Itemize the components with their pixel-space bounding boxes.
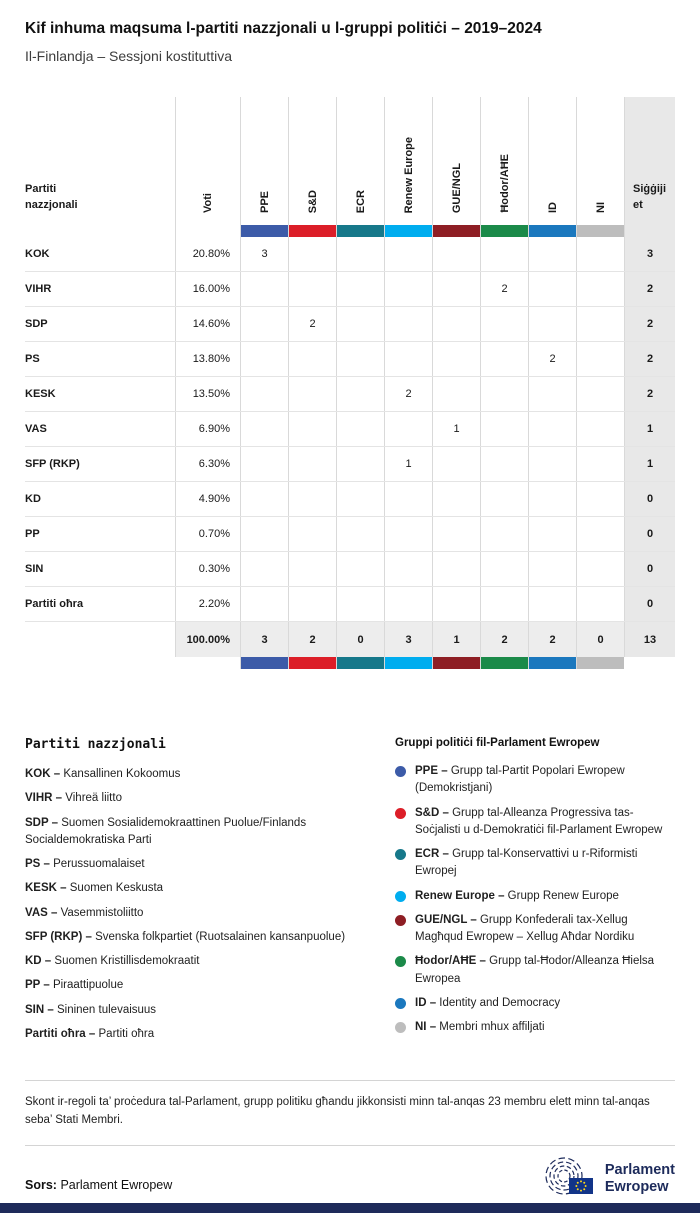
group-legend-abbr: GUE/NGL – xyxy=(415,913,477,926)
table-row xyxy=(25,237,675,272)
group-seats-value xyxy=(528,237,576,271)
group-seats-value xyxy=(576,412,624,446)
group-seats-value: 1 xyxy=(384,447,432,481)
group-legend-item xyxy=(395,912,675,947)
source-line xyxy=(25,1178,172,1202)
group-legend-item xyxy=(395,1019,675,1036)
group-seats-value xyxy=(432,377,480,411)
votes-value: 6.90% xyxy=(175,412,240,446)
group-seats-value xyxy=(480,377,528,411)
group-color-bar xyxy=(384,225,432,237)
group-seats-value xyxy=(432,307,480,341)
party-legend-abbr: KOK – xyxy=(25,768,61,780)
group-seats-value xyxy=(432,517,480,551)
group-color-dot-icon xyxy=(395,808,406,819)
row-total-seats: 2 xyxy=(624,377,675,411)
group-seats-value xyxy=(288,587,336,621)
group-color-bar xyxy=(336,225,384,237)
group-legend-desc: Identity and Democracy xyxy=(439,996,561,1009)
group-seats-value xyxy=(384,587,432,621)
group-seats-value xyxy=(384,342,432,376)
group-seats-value xyxy=(384,517,432,551)
group-col-header-label: ID xyxy=(546,202,559,213)
group-seats-value: 2 xyxy=(288,307,336,341)
group-seats-value xyxy=(576,552,624,586)
party-legend-abbr: SDP – xyxy=(25,816,59,829)
party-legend-abbr: KESK – xyxy=(25,882,67,895)
votes-value: 14.60% xyxy=(175,307,240,341)
group-seats-value xyxy=(528,377,576,411)
group-col-header xyxy=(288,97,336,225)
group-color-dot-icon xyxy=(395,915,406,926)
party-legend-name: Suomen Sosialidemokraattinen Puolue/Finlands Socialdemokratiska Parti xyxy=(25,816,307,846)
group-legend-desc: Grupp Konfederali tax-Xellug Magħqud Ewropew – Xellug Aħdar Nordiku xyxy=(415,913,635,943)
group-seats-value xyxy=(336,517,384,551)
row-total-seats: 0 xyxy=(624,587,675,621)
group-seats-value xyxy=(480,552,528,586)
group-color-bar xyxy=(480,657,528,669)
group-seats-value xyxy=(240,517,288,551)
seats-col-header xyxy=(624,97,675,225)
table-row xyxy=(25,342,675,377)
group-seats-value xyxy=(480,237,528,271)
group-seats-value xyxy=(240,447,288,481)
total-row-spacer xyxy=(25,622,175,657)
group-seats-value xyxy=(480,482,528,516)
table-row xyxy=(25,587,675,622)
group-color-bar xyxy=(240,225,288,237)
group-col-header xyxy=(240,97,288,225)
party-legend-name: Sininen tulevaisuus xyxy=(56,1003,157,1016)
group-legend-text xyxy=(415,912,675,947)
bar-row-spacer xyxy=(25,225,175,237)
party-legend-item xyxy=(25,790,383,807)
group-legend-abbr: S&D – xyxy=(415,806,449,819)
group-seats-value xyxy=(240,342,288,376)
page-title: Kif inhuma maqsuma l-partiti nazzjonali u l-gruppi politiċi – 2019–2024 xyxy=(25,20,542,37)
group-color-dot-icon xyxy=(395,849,406,860)
bar-row-spacer xyxy=(624,657,675,669)
row-total-seats: 2 xyxy=(624,307,675,341)
ep-logo-mark xyxy=(543,1156,597,1202)
party-name: SIN xyxy=(25,563,44,575)
group-seats-value xyxy=(240,412,288,446)
group-seats-value xyxy=(336,272,384,306)
group-legend-text xyxy=(415,953,675,988)
party-legend-name: Svenska folkpartiet (Ruotsalainen kansanpuolue) xyxy=(95,930,346,943)
group-seats-value xyxy=(384,552,432,586)
results-table xyxy=(25,97,675,669)
row-total-seats: 0 xyxy=(624,552,675,586)
procedure-note: Skont ir-regoli ta’ proċedura tal-Parlament, grupp politiku għandu jikkonsisti minn tal-anqas 23 membru elett minn tal-anqas seba’ Stati Membri. xyxy=(25,1080,675,1146)
group-seats-value xyxy=(288,482,336,516)
group-seats-value xyxy=(288,237,336,271)
group-seats-value xyxy=(240,377,288,411)
group-seats-value xyxy=(240,552,288,586)
party-name: SDP xyxy=(25,318,48,330)
table-row xyxy=(25,272,675,307)
group-seats-value xyxy=(336,447,384,481)
total-group-seats: 2 xyxy=(528,622,576,657)
table-row xyxy=(25,482,675,517)
group-color-dot-icon xyxy=(395,766,406,777)
group-seats-value xyxy=(576,342,624,376)
total-group-seats: 1 xyxy=(432,622,480,657)
group-col-header xyxy=(432,97,480,225)
group-legend-text xyxy=(415,1019,545,1036)
group-seats-value xyxy=(288,412,336,446)
group-seats-value xyxy=(432,272,480,306)
table-row xyxy=(25,552,675,587)
total-group-seats: 2 xyxy=(480,622,528,657)
group-col-header-label: S&D xyxy=(306,189,319,213)
group-seats-value xyxy=(336,412,384,446)
row-total-seats: 1 xyxy=(624,447,675,481)
group-col-header-label: ECR xyxy=(354,189,367,213)
votes-value: 2.20% xyxy=(175,587,240,621)
group-col-header-label: GUE/NGL xyxy=(450,162,463,213)
group-color-bar xyxy=(336,657,384,669)
party-legend-name: Piraattipuolue xyxy=(52,979,124,992)
group-seats-value xyxy=(528,272,576,306)
row-total-seats: 2 xyxy=(624,342,675,376)
party-legend-item xyxy=(25,1026,383,1043)
group-col-header-label: Ħodor/AĦE xyxy=(498,154,511,213)
group-seats-value xyxy=(240,272,288,306)
group-seats-value xyxy=(480,517,528,551)
table-row xyxy=(25,517,675,552)
group-col-header-label: Renew Europe xyxy=(402,136,415,213)
party-legend-abbr: SIN – xyxy=(25,1003,54,1016)
group-seats-value xyxy=(384,307,432,341)
table-row xyxy=(25,447,675,482)
party-legend-item xyxy=(25,815,383,850)
group-color-bar xyxy=(240,657,288,669)
ep-logo-line2: Ewropew xyxy=(604,1178,669,1195)
group-seats-value xyxy=(288,272,336,306)
table-total-row xyxy=(25,622,675,657)
group-legend-desc: Membri mhux affiljati xyxy=(439,1021,545,1033)
party-name: VIHR xyxy=(25,283,52,295)
row-total-seats: 3 xyxy=(624,237,675,271)
votes-value: 16.00% xyxy=(175,272,240,306)
group-seats-value xyxy=(384,272,432,306)
group-seats-value xyxy=(576,307,624,341)
group-color-bar xyxy=(288,657,336,669)
group-seats-value xyxy=(288,447,336,481)
party-legend-item xyxy=(25,766,383,783)
party-name: SFP (RKP) xyxy=(25,458,80,470)
legend-section xyxy=(25,737,675,1050)
group-legend-abbr: Ħodor/AĦE – xyxy=(415,955,486,968)
group-seats-value xyxy=(288,342,336,376)
group-legend-text xyxy=(415,888,619,905)
group-seats-value: 2 xyxy=(384,377,432,411)
group-color-bar xyxy=(384,657,432,669)
party-legend-item xyxy=(25,856,383,873)
party-legend-abbr: VAS – xyxy=(25,906,58,919)
row-total-seats: 1 xyxy=(624,412,675,446)
group-legend-desc: Grupp tal-Alleanza Progressiva tas-Soċjalisti u d-Demokratiċi fil-Parlament Ewropew xyxy=(415,806,663,836)
group-legend-desc: Grupp Renew Europe xyxy=(507,889,619,902)
party-col-header-label: Partiti nazzjonali xyxy=(25,183,78,211)
total-group-seats: 0 xyxy=(576,622,624,657)
ep-logo-text xyxy=(605,1162,675,1195)
group-seats-value xyxy=(528,482,576,516)
party-name: KESK xyxy=(25,388,56,400)
group-seats-value xyxy=(432,552,480,586)
group-seats-value xyxy=(432,482,480,516)
votes-value: 0.30% xyxy=(175,552,240,586)
group-color-dot-icon xyxy=(395,891,406,902)
party-legend-name: Suomen Keskusta xyxy=(69,882,164,895)
bottom-brand-bar xyxy=(0,1203,700,1213)
group-col-header xyxy=(528,97,576,225)
party-name: PS xyxy=(25,353,40,365)
table-row xyxy=(25,377,675,412)
group-legend-text xyxy=(415,995,560,1012)
group-color-bar xyxy=(432,657,480,669)
group-seats-value xyxy=(288,517,336,551)
group-legend-list xyxy=(395,763,675,1036)
group-col-header xyxy=(576,97,624,225)
party-legend-item xyxy=(25,929,383,946)
group-legend-abbr: Renew Europe – xyxy=(415,889,505,902)
group-seats-value xyxy=(432,237,480,271)
group-seats-value xyxy=(480,587,528,621)
party-legend-abbr: VIHR – xyxy=(25,792,63,805)
group-color-bar xyxy=(480,225,528,237)
group-col-header xyxy=(336,97,384,225)
group-seats-value xyxy=(576,482,624,516)
party-legend-item xyxy=(25,977,383,994)
bar-row-spacer xyxy=(25,657,175,669)
votes-col-header-label: Voti xyxy=(202,193,214,213)
row-total-seats: 0 xyxy=(624,482,675,516)
group-legend-desc: Grupp tal-Konservattivi u r-Riformisti Ewropej xyxy=(415,848,638,878)
group-seats-value xyxy=(576,447,624,481)
table-header-row xyxy=(25,97,675,225)
party-legend-name: Vihreä liitto xyxy=(65,792,122,805)
group-seats-value: 2 xyxy=(528,342,576,376)
group-legend xyxy=(395,737,675,1050)
votes-value: 13.50% xyxy=(175,377,240,411)
group-legend-item xyxy=(395,805,675,840)
group-seats-value xyxy=(336,307,384,341)
party-legend-name: Partiti oħra xyxy=(98,1027,155,1040)
party-name: KOK xyxy=(25,248,50,260)
party-legend-abbr: KD – xyxy=(25,955,52,967)
group-legend-text xyxy=(415,763,675,798)
party-legend-abbr: PS – xyxy=(25,858,50,870)
total-group-seats: 2 xyxy=(288,622,336,657)
footer-row xyxy=(25,1156,675,1202)
party-name: VAS xyxy=(25,423,47,435)
row-total-seats: 0 xyxy=(624,517,675,551)
group-color-dot-icon xyxy=(395,998,406,1009)
total-votes-value: 100.00% xyxy=(175,622,240,657)
ep-logo-line1: Parlament xyxy=(604,1161,675,1178)
seats-col-header-label: Siġġijiet xyxy=(633,183,666,211)
group-legend-abbr: ID – xyxy=(415,996,437,1009)
group-seats-value xyxy=(480,447,528,481)
group-seats-value xyxy=(480,307,528,341)
table-row xyxy=(25,412,675,447)
total-group-seats: 3 xyxy=(240,622,288,657)
votes-value: 0.70% xyxy=(175,517,240,551)
ep-logo xyxy=(543,1156,675,1202)
group-legend-item xyxy=(395,953,675,988)
votes-value: 13.80% xyxy=(175,342,240,376)
bar-row-spacer xyxy=(175,225,240,237)
group-seats-value xyxy=(240,587,288,621)
group-color-bar xyxy=(528,657,576,669)
party-legend-abbr: SFP (RKP) – xyxy=(25,930,92,943)
group-color-bar xyxy=(528,225,576,237)
group-seats-value xyxy=(480,342,528,376)
table-row xyxy=(25,307,675,342)
total-group-seats: 0 xyxy=(336,622,384,657)
group-legend-abbr: NI – xyxy=(415,1021,437,1033)
group-color-dot-icon xyxy=(395,956,406,967)
group-legend-desc: Grupp tal-Ħodor/Alleanza Ħielsa Ewropea xyxy=(415,955,655,985)
party-legend-name: Perussuomalaiset xyxy=(53,858,145,870)
group-seats-value xyxy=(288,377,336,411)
group-seats-value xyxy=(336,587,384,621)
group-legend-abbr: ECR – xyxy=(415,848,449,860)
group-col-header xyxy=(480,97,528,225)
group-seats-value xyxy=(528,412,576,446)
group-seats-value: 1 xyxy=(432,412,480,446)
table-body xyxy=(25,237,675,657)
party-legend-name: Kansallinen Kokoomus xyxy=(63,768,181,780)
group-seats-value xyxy=(432,587,480,621)
group-seats-value xyxy=(528,552,576,586)
group-seats-value xyxy=(384,482,432,516)
group-legend-text xyxy=(415,805,675,840)
group-seats-value xyxy=(528,447,576,481)
party-name: KD xyxy=(25,493,41,505)
group-seats-value xyxy=(528,517,576,551)
group-seats-value xyxy=(432,447,480,481)
group-seats-value xyxy=(240,307,288,341)
group-legend-item xyxy=(395,846,675,881)
party-legend-abbr: Partiti oħra – xyxy=(25,1027,96,1040)
row-total-seats: 2 xyxy=(624,272,675,306)
total-group-seats: 3 xyxy=(384,622,432,657)
group-legend-desc: Grupp tal-Partit Popolari Ewropew (Demokristjani) xyxy=(415,765,625,795)
group-legend-item xyxy=(395,995,675,1012)
group-seats-value xyxy=(384,237,432,271)
group-color-bar xyxy=(576,225,624,237)
bar-row-spacer xyxy=(175,657,240,669)
group-col-header xyxy=(384,97,432,225)
group-seats-value xyxy=(336,342,384,376)
group-seats-value: 3 xyxy=(240,237,288,271)
group-seats-value xyxy=(384,412,432,446)
votes-value: 20.80% xyxy=(175,237,240,271)
group-color-bar xyxy=(288,225,336,237)
party-legend-title: Partiti nazzjonali xyxy=(25,737,166,752)
votes-value: 4.90% xyxy=(175,482,240,516)
group-seats-value xyxy=(576,272,624,306)
group-seats-value xyxy=(432,342,480,376)
total-seats: 13 xyxy=(624,622,675,657)
party-legend-item xyxy=(25,953,383,970)
group-seats-value xyxy=(528,587,576,621)
party-legend xyxy=(25,737,383,1050)
party-legend-abbr: PP – xyxy=(25,979,50,992)
group-seats-value xyxy=(336,377,384,411)
group-color-bars-bottom xyxy=(25,657,675,669)
group-seats-value xyxy=(528,307,576,341)
group-legend-item xyxy=(395,763,675,798)
party-col-header xyxy=(25,97,175,225)
votes-value: 6.30% xyxy=(175,447,240,481)
group-seats-value xyxy=(576,587,624,621)
group-legend-text xyxy=(415,846,675,881)
party-legend-item xyxy=(25,1002,383,1019)
group-seats-value xyxy=(576,237,624,271)
group-seats-value: 2 xyxy=(480,272,528,306)
group-color-bar xyxy=(432,225,480,237)
group-seats-value xyxy=(480,412,528,446)
group-col-header-label: NI xyxy=(594,202,607,213)
party-legend-name: Vasemmistoliitto xyxy=(60,906,144,919)
bar-row-spacer xyxy=(624,225,675,237)
party-name: PP xyxy=(25,528,40,540)
group-legend-abbr: PPE – xyxy=(415,765,448,777)
group-col-header-label: PPE xyxy=(258,190,271,213)
group-seats-value xyxy=(288,552,336,586)
group-legend-title: Gruppi politiċi fil-Parlament Ewropew xyxy=(395,737,600,749)
group-color-dot-icon xyxy=(395,1022,406,1033)
group-seats-value xyxy=(336,482,384,516)
party-legend-item xyxy=(25,880,383,897)
group-legend-item xyxy=(395,888,675,905)
source-text: Parlament Ewropew xyxy=(60,1177,173,1192)
group-seats-value xyxy=(576,377,624,411)
party-legend-list xyxy=(25,766,383,1043)
party-legend-name: Suomen Kristillisdemokraatit xyxy=(54,955,200,967)
party-legend-item xyxy=(25,905,383,922)
group-seats-value xyxy=(336,237,384,271)
group-seats-value xyxy=(576,517,624,551)
source-label: Sors: xyxy=(25,1177,57,1192)
group-color-bar xyxy=(576,657,624,669)
page-subtitle: Il-Finlandja – Sessjoni kostituttiva xyxy=(25,48,232,64)
group-color-bars-top xyxy=(25,225,675,237)
group-seats-value xyxy=(240,482,288,516)
votes-col-header xyxy=(175,97,240,225)
party-name: Partiti oħra xyxy=(25,598,84,610)
group-seats-value xyxy=(336,552,384,586)
